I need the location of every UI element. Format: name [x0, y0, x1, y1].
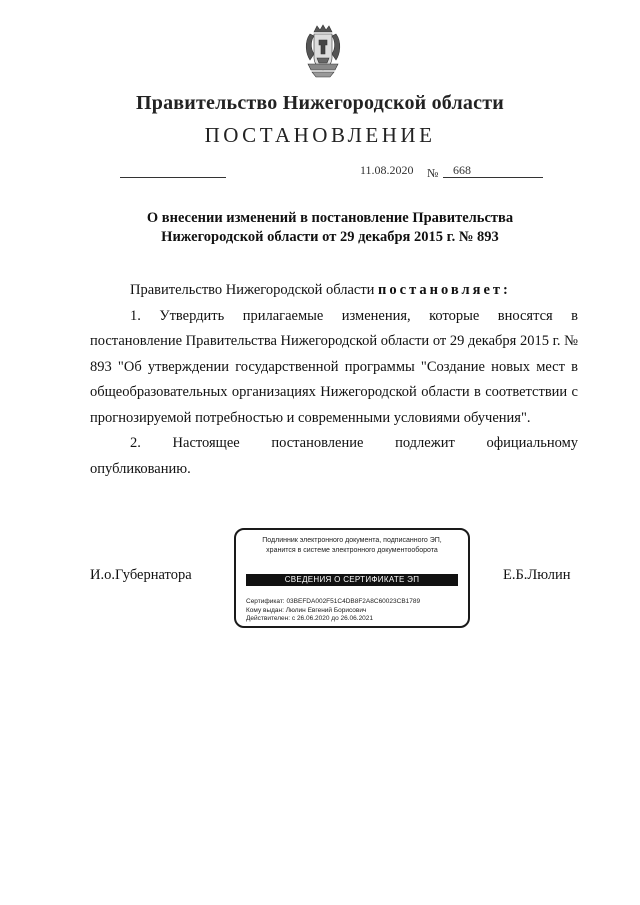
item-1-word: в [571, 307, 578, 324]
document-type: ПОСТАНОВЛЕНИЕ [204, 123, 436, 147]
item-1-word: вносятся [497, 307, 553, 324]
number-sign: № [427, 166, 439, 180]
item-1-word: 1. [130, 307, 141, 324]
item-2-word: постановление [271, 435, 364, 451]
validity-label: Действителен: [246, 615, 291, 622]
preamble-text: Правительство Нижегородской области [130, 282, 379, 298]
document-date: 11.08.2020 [360, 163, 414, 177]
certificate-row [246, 598, 420, 607]
item-2-word: подлежит [395, 435, 455, 451]
document-body [90, 278, 578, 482]
preamble-emphasis: постановляет: [378, 282, 511, 298]
organization-title: Правительство Нижегородской области [136, 92, 504, 114]
coat-of-arms-icon [300, 24, 346, 78]
item-1-word: которые [429, 307, 480, 324]
item-2-word: Настоящее [172, 435, 240, 451]
item-2-word: официальному [486, 435, 578, 451]
e-signature-stamp [234, 528, 470, 628]
item-1-word: изменения, [341, 307, 411, 324]
item-1-word: Утвердить [159, 307, 225, 324]
item-1-text: постановление Правительства Нижегородской области от 29 декабря 2015 г. № 893 "Об утверждении государственной программы "Создание новых мест в общеобразовательных организациях Нижегородской области в соответствии с прогнозируемой потребностью и современными условиями обучения". [90, 333, 578, 426]
subject-line-2: Нижегородской области от 29 декабря 2015 г. № 893 [161, 229, 499, 245]
validity-row [246, 615, 420, 624]
item-2-first-line [90, 431, 578, 457]
subject-line-1: О внесении изменений в постановление Правительства [146, 210, 514, 226]
document-number: 668 [453, 163, 471, 177]
signer-title: И.о.Губернатора [90, 567, 192, 583]
item-2-text: опубликованию. [90, 460, 191, 477]
item-1-first-line [90, 304, 578, 330]
stamp-note-line-1: Подлинник электронного документа, подписанного ЭП, [262, 537, 442, 544]
stamp-note [236, 536, 468, 556]
validity-value: с 26.06.2020 до 26.06.2021 [291, 615, 374, 622]
document-subject [110, 209, 550, 247]
certificate-value: 03BEFDA002F51C4DB8F2A8C60023CB1789 [286, 598, 421, 605]
item-2-word: 2. [130, 435, 141, 451]
certificate-label: Сертификат: [246, 598, 285, 605]
signer-name: Е.Б.Люлин [503, 567, 571, 583]
stamp-note-line-2: хранится в системе электронного документооборота [266, 547, 438, 554]
item-1-word: прилагаемые [242, 307, 324, 324]
issued-to-label: Кому выдан: [246, 606, 284, 614]
date-underline [120, 177, 226, 178]
issued-to-value: Люлин Евгений Борисович [285, 606, 367, 614]
issued-to-row [246, 607, 420, 616]
stamp-details [246, 598, 420, 624]
preamble [90, 278, 578, 304]
stamp-header: СВЕДЕНИЯ О СЕРТИФИКАТЕ ЭП [246, 574, 458, 586]
